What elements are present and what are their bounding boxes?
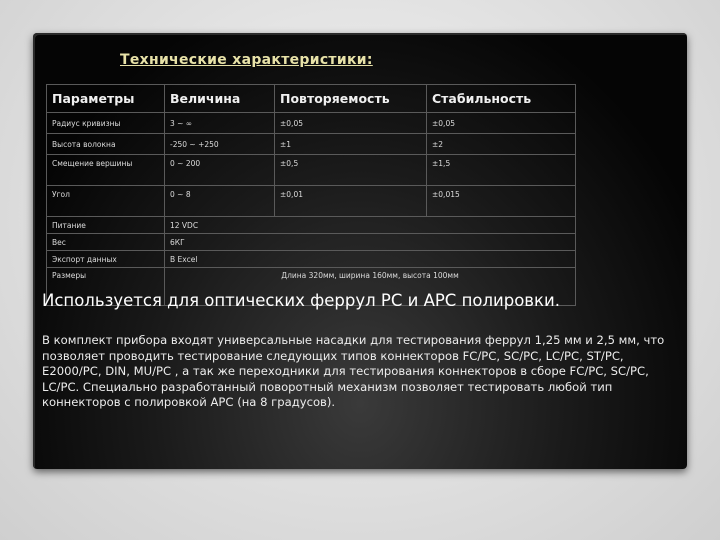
usage-heading: Используется для оптических феррул PC и APC полировки. <box>42 291 560 310</box>
table-cell: ±1 <box>275 134 427 155</box>
table-cell: Питание <box>47 217 165 234</box>
table-cell: 0 ~ 8 <box>165 186 275 217</box>
table-row <box>47 186 576 217</box>
table-row <box>47 134 576 155</box>
table-row <box>47 217 576 234</box>
table-cell: Угол <box>47 186 165 217</box>
table-row <box>47 113 576 134</box>
table-cell: Радиус кривизны <box>47 113 165 134</box>
table-cell: Вес <box>47 234 165 251</box>
column-header: Стабильность <box>427 85 576 113</box>
table-cell: 3 ~ ∞ <box>165 113 275 134</box>
column-header: Параметры <box>47 85 165 113</box>
table-row <box>47 251 576 268</box>
table-cell: Высота волокна <box>47 134 165 155</box>
description-text: В комплект прибора входят универсальные насадки для тестирования феррул 1,25 мм и 2,5 мм, что позволяет проводить тестирование следующих типов коннекторов FC/PC, SC/PC, LC/PC, ST/PC, E2000/PC, DIN, MU/PC , а так же переходники для тестирования коннекторов в сборе FC/PC, SC/PC, LC/PC. Специально разработанный поворотный механизм позволяет тестировать любой тип коннекторов с полировкой APC (на 8 градусов). <box>42 333 665 409</box>
table-cell: В Excel <box>165 251 576 268</box>
table-cell: Экспорт данных <box>47 251 165 268</box>
table-cell: ±2 <box>427 134 576 155</box>
table-cell: ±0,05 <box>275 113 427 134</box>
table-cell: 6КГ <box>165 234 576 251</box>
table-cell: ±0,05 <box>427 113 576 134</box>
table-cell: 0 ~ 200 <box>165 155 275 186</box>
specs-table <box>46 84 576 306</box>
table-row <box>47 155 576 186</box>
table-header-row <box>47 85 576 113</box>
column-header: Величина <box>165 85 275 113</box>
column-header: Повторяемость <box>275 85 427 113</box>
table-cell: Длина 320мм, ширина 160мм, высота 100мм <box>165 268 576 306</box>
page-title: Технические характеристики: <box>120 52 373 68</box>
table-cell: -250 ~ +250 <box>165 134 275 155</box>
table-cell: ±1,5 <box>427 155 576 186</box>
table-cell: ±0,01 <box>275 186 427 217</box>
table-cell: Смещение вершины <box>47 155 165 186</box>
table-cell: 12 VDC <box>165 217 576 234</box>
table-cell: Размеры <box>47 268 165 306</box>
table-row <box>47 234 576 251</box>
table-cell: ±0,5 <box>275 155 427 186</box>
table-cell: ±0,015 <box>427 186 576 217</box>
